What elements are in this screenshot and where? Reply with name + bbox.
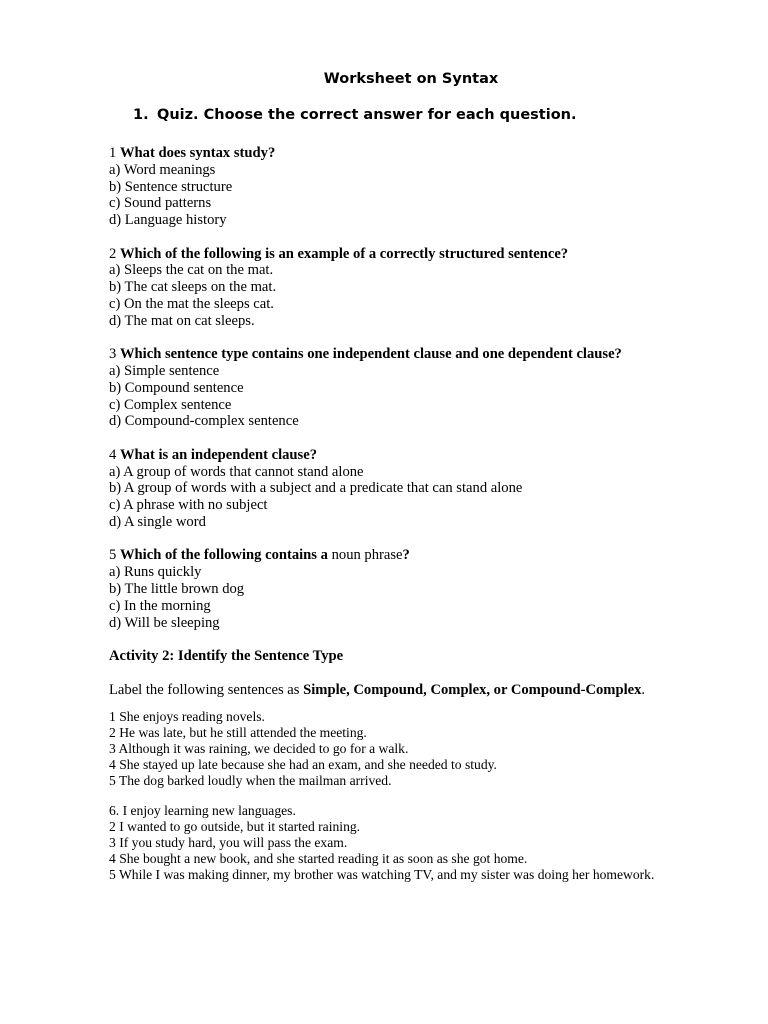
- instruction-prefix: Label the following sentences as: [109, 681, 300, 698]
- worksheet-content: [109, 145, 749, 882]
- question-stem-end: ?: [402, 547, 410, 564]
- answer-option: c) On the mat the sleeps cat.: [109, 295, 274, 312]
- question-stem-term: noun phrase: [331, 547, 403, 564]
- sentence-item: 3 Although it was raining, we decided to go for a walk.: [109, 741, 409, 757]
- question-4: [109, 447, 749, 531]
- question-2: [109, 246, 749, 330]
- answer-option: c) A phrase with no subject: [109, 497, 268, 514]
- answer-option: a) Word meanings: [109, 161, 216, 178]
- question-5: [109, 547, 749, 631]
- answer-option: b) Sentence structure: [109, 178, 233, 195]
- answer-option: c) Sound patterns: [109, 195, 212, 212]
- answer-option: d) Will be sleeping: [109, 614, 220, 631]
- instruction-bold: Simple, Compound, Complex, or Compound-Complex: [303, 681, 642, 698]
- sentence-item: 2 He was late, but he still attended the meeting.: [109, 725, 367, 741]
- answer-option: c) In the morning: [109, 597, 211, 614]
- activity-2-instruction: [109, 682, 749, 699]
- list-spacer: [109, 788, 749, 803]
- answer-option: d) A single word: [109, 513, 206, 530]
- answer-option: a) Runs quickly: [109, 564, 202, 581]
- answer-option: b) A group of words with a subject and a predicate that can stand alone: [109, 480, 523, 497]
- instruction-suffix: .: [641, 681, 646, 698]
- question-stem: What does syntax study?: [119, 145, 276, 161]
- question-text: [109, 246, 749, 263]
- question-stem: Which of the following contains a: [119, 547, 328, 564]
- question-stem: What is an independent clause?: [119, 446, 318, 463]
- question-text: [109, 547, 749, 564]
- sentence-item: 4 She stayed up late because she had an exam, and she needed to study.: [109, 756, 497, 772]
- sentence-list-a: [109, 709, 749, 788]
- question-number: 1: [109, 145, 117, 161]
- sentence-list-b: [109, 803, 749, 882]
- answer-option: b) The little brown dog: [109, 580, 245, 597]
- answer-option: b) Compound sentence: [109, 379, 244, 396]
- answer-option: a) A group of words that cannot stand alone: [109, 463, 364, 480]
- section-heading: [133, 105, 577, 125]
- question-number: 2: [109, 245, 117, 262]
- question-3: [109, 346, 749, 430]
- question-1: [109, 145, 749, 229]
- answer-option: b) The cat sleeps on the mat.: [109, 279, 277, 296]
- question-stem: Which of the following is an example of a correctly structured sentence?: [119, 245, 569, 262]
- answer-option: a) Sleeps the cat on the mat.: [109, 262, 274, 279]
- sentence-item: 4 She bought a new book, and she started reading it as soon as she got home.: [109, 850, 528, 866]
- question-text: [109, 145, 749, 162]
- answer-option: a) Simple sentence: [109, 362, 220, 379]
- section-number: 1.: [133, 107, 149, 123]
- sentence-item: 3 If you study hard, you will pass the exam.: [109, 835, 348, 851]
- sentence-item: 2 I wanted to go outside, but it started raining.: [109, 819, 361, 835]
- page-title: Worksheet on Syntax: [323, 71, 499, 87]
- question-text: [109, 346, 749, 363]
- activity-2-title: Activity 2: Identify the Sentence Type: [109, 647, 344, 664]
- answer-option: d) Compound-complex sentence: [109, 413, 299, 430]
- sentence-item: 6. I enjoy learning new languages.: [109, 803, 296, 819]
- answer-option: c) Complex sentence: [109, 396, 232, 413]
- sentence-item: 5 The dog barked loudly when the mailman arrived.: [109, 772, 392, 788]
- question-number: 4: [109, 446, 117, 463]
- question-stem: Which sentence type contains one independent clause and one dependent clause?: [119, 346, 622, 363]
- question-text: [109, 447, 749, 464]
- answer-option: d) Language history: [109, 212, 227, 229]
- sentence-item: 5 While I was making dinner, my brother was watching TV, and my sister was doing her homework.: [109, 866, 655, 882]
- section-heading-text: Quiz. Choose the correct answer for each question.: [157, 107, 577, 123]
- question-number: 5: [109, 547, 117, 564]
- sentence-item: 1 She enjoys reading novels.: [109, 709, 265, 725]
- question-number: 3: [109, 346, 117, 363]
- answer-option: d) The mat on cat sleeps.: [109, 312, 255, 329]
